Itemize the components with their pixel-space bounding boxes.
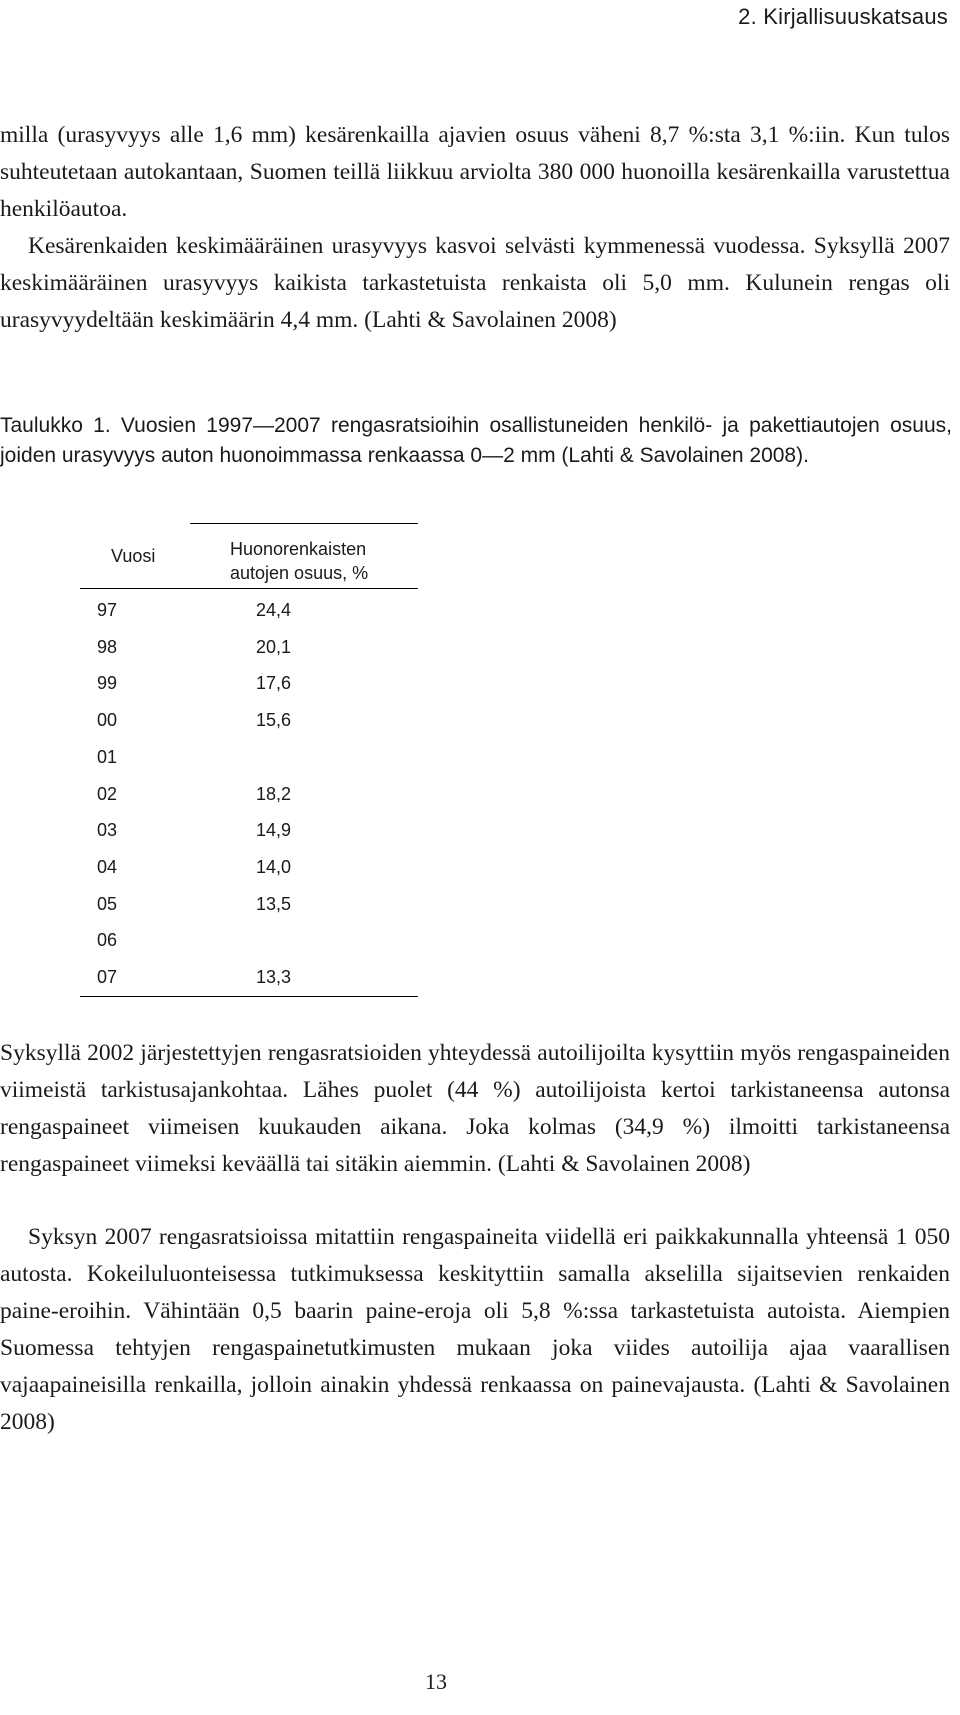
page-number: 13 [425, 1669, 447, 1694]
paragraph-2: Syksyllä 2002 järjestettyjen rengasratsioiden yhteydessä autoilijoilta kysyttiin myös rengaspaineiden viimeistä tarkistusajankohtaa. Lähes puolet (44 %) autoilijoista kertoi tarkistaneensa autonsa rengaspaineet viimeisen kuukauden aikana. Joka kolmas (34,9 %) ilmoitti tarkistaneensa rengaspaineet viimeksi keväällä tai sitäkin aiemmin. (Lahti & Savolainen 2008) [0, 1040, 950, 1177]
table-cell-share: 20,1 [256, 636, 292, 657]
table-cell-year: 01 [97, 746, 118, 767]
table-cell-year: 98 [97, 636, 118, 657]
table-cell-year: 04 [97, 856, 118, 877]
table-cell-year: 02 [97, 783, 118, 804]
table-cell-share: 17,6 [256, 673, 292, 694]
running-header: 2. Kirjallisuuskatsaus [738, 4, 948, 29]
paragraph-3 [0, 1219, 950, 1441]
table-cell-share: 14,0 [256, 856, 292, 877]
table-header-year: Vuosi [111, 546, 156, 566]
table-cell-share: 14,9 [256, 820, 292, 841]
table-cell-year: 05 [97, 893, 118, 914]
paragraph-1 [0, 117, 950, 339]
table-header-share [230, 537, 368, 585]
table-cell-share: 24,4 [256, 600, 292, 620]
table-header-share-line1: Huonorenkaisten [230, 539, 367, 559]
table-cell-year: 06 [97, 930, 118, 951]
table-cell-year: 97 [97, 600, 118, 620]
table-cell-year: 03 [97, 820, 118, 841]
paragraph-1b-text: Kesärenkaiden keskimääräinen urasyvyys kasvoi selvästi kymmenessä vuodessa. Syksyllä 2007 keskimääräinen urasyvyys kaikista tarkastetuista renkaista oli 5,0 mm. Kulunein rengas oli urasyvyydeltään keskimäärin 4,4 mm. (Lahti & Savolainen 2008) [0, 233, 950, 333]
table-top-rule [190, 523, 418, 524]
table-cell-year: 07 [97, 967, 118, 987]
table-header-rule [80, 588, 418, 589]
table-cell-year: 99 [97, 673, 118, 694]
table-cell-year: 00 [97, 710, 118, 731]
table-cell-share: 13,5 [256, 893, 292, 914]
table-cell-share: 13,3 [256, 967, 292, 987]
table-cell-share: 15,6 [256, 710, 292, 731]
table-bottom-rule [80, 996, 418, 997]
paragraph-3-text: Syksyn 2007 rengasratsioissa mitattiin rengaspaineita viidellä eri paikkakunnalla yhteensä 1 050 autosta. Kokeiluluonteisessa tutkimuksessa keskityttiin samalla akselilla sijaitsevien renkaiden paine-eroihin. Vähintään 0,5 baarin paine-eroja oli 5,8 %:ssa tarkastetuista autoista. Aiempien Suomessa tehtyjen rengaspainetutkimusten mukaan joka viides autoilija ajaa vaarallisen vajaapaineisilla renkailla, jolloin ainakin yhdessä renkaassa on painevajausta. (Lahti & Savolainen 2008) [0, 1224, 950, 1435]
table-cell-share: 18,2 [256, 783, 292, 804]
paragraph-1-text: milla (urasyvyys alle 1,6 mm) kesärenkailla ajavien osuus väheni 8,7 %:sta 3,1 %:iin. Kun tulos suhteutetaan autokantaan, Suomen teillä liikkuu arviolta 380 000 huonoilla kesärenkailla varustettua henkilöautoa. [0, 122, 950, 222]
table-header-share-line2: autojen osuus, % [230, 563, 369, 583]
table-caption: Taulukko 1. Vuosien 1997—2007 rengasratsioihin osallistuneiden henkilö- ja pakettiautojen osuus, joiden urasyvyys auton huonoimmassa renkaassa 0—2 mm (Lahti & Savolainen 2008). [0, 414, 952, 467]
